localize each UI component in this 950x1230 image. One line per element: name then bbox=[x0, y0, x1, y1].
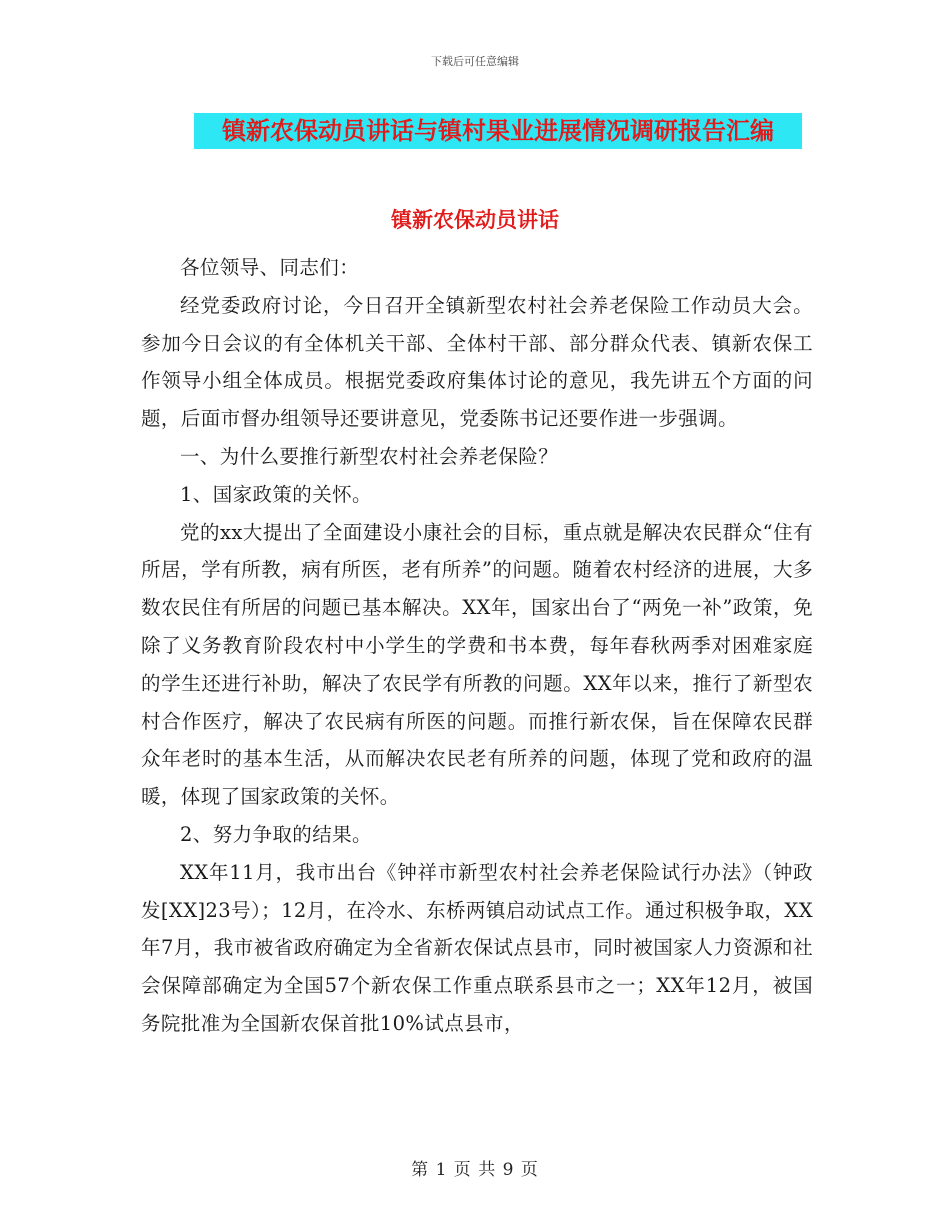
main-title-highlight bbox=[194, 113, 802, 149]
header-note: 下载后可任意编辑 bbox=[431, 55, 519, 68]
body-paragraph: 党的xx大提出了全面建设小康社会的目标，重点就是解决农民群众“住有所居，学有所教，病有所医，老有所养”的问题。随着农村经济的进展，大多数农民住有所居的问题已基本解决。XX年，国家出台了“两免一补”政策，免除了义务教育阶段农村中小学生的学费和书本费，每年春秋两季对困难家庭的学生还进行补助，解决了农民学有所教的问题。XX年以来，推行了新型农村合作医疗，解决了农民病有所医的问题。而推行新农保，旨在保障农民群众年老时的基本生活，从而解决农民老有所养的问题，体现了党和政府的温暖，体现了国家政策的关怀。 bbox=[141, 520, 813, 809]
document-title: 镇新农保动员讲话与镇村果业进展情况调研报告汇编 bbox=[222, 116, 774, 145]
body-paragraph: 经党委政府讨论，今日召开全镇新型农村社会养老保险工作动员大会。参加今日会议的有全体机关干部、全体村干部、部分群众代表、镇新农保工作领导小组全体成员。根据党委政府集体讨论的意见，我先讲五个方面的问题，后面市督办组领导还要讲意见，党委陈书记还要作进一步强调。 bbox=[141, 293, 813, 431]
subheading-paragraph: 1、国家政策的关怀。 bbox=[180, 482, 372, 506]
section-heading-paragraph: 一、为什么要推行新型农村社会养老保险？ bbox=[180, 444, 559, 468]
body-paragraph: XX年11月，我市出台《钟祥市新型农村社会养老保险试行办法》（钟政发[XX]23号）；12月，在冷水、东桥两镇启动试点工作。通过积极争取，XX年7月，我市被省政府确定为全省新农保试点县市，同时被国家人力资源和社会保障部确定为全国57个新农保工作重点联系县市之一；XX年12月，被国务院批准为全国新农保首批10%试点县市， bbox=[141, 860, 813, 1035]
salutation-paragraph: 各位领导、同志们： bbox=[180, 256, 360, 279]
section-title: 镇新农保动员讲话 bbox=[391, 207, 559, 232]
subheading-paragraph: 2、努力争取的结果。 bbox=[180, 822, 372, 846]
document-body bbox=[141, 249, 813, 1043]
page-indicator: 第 1 页 共 9 页 bbox=[411, 1160, 539, 1180]
